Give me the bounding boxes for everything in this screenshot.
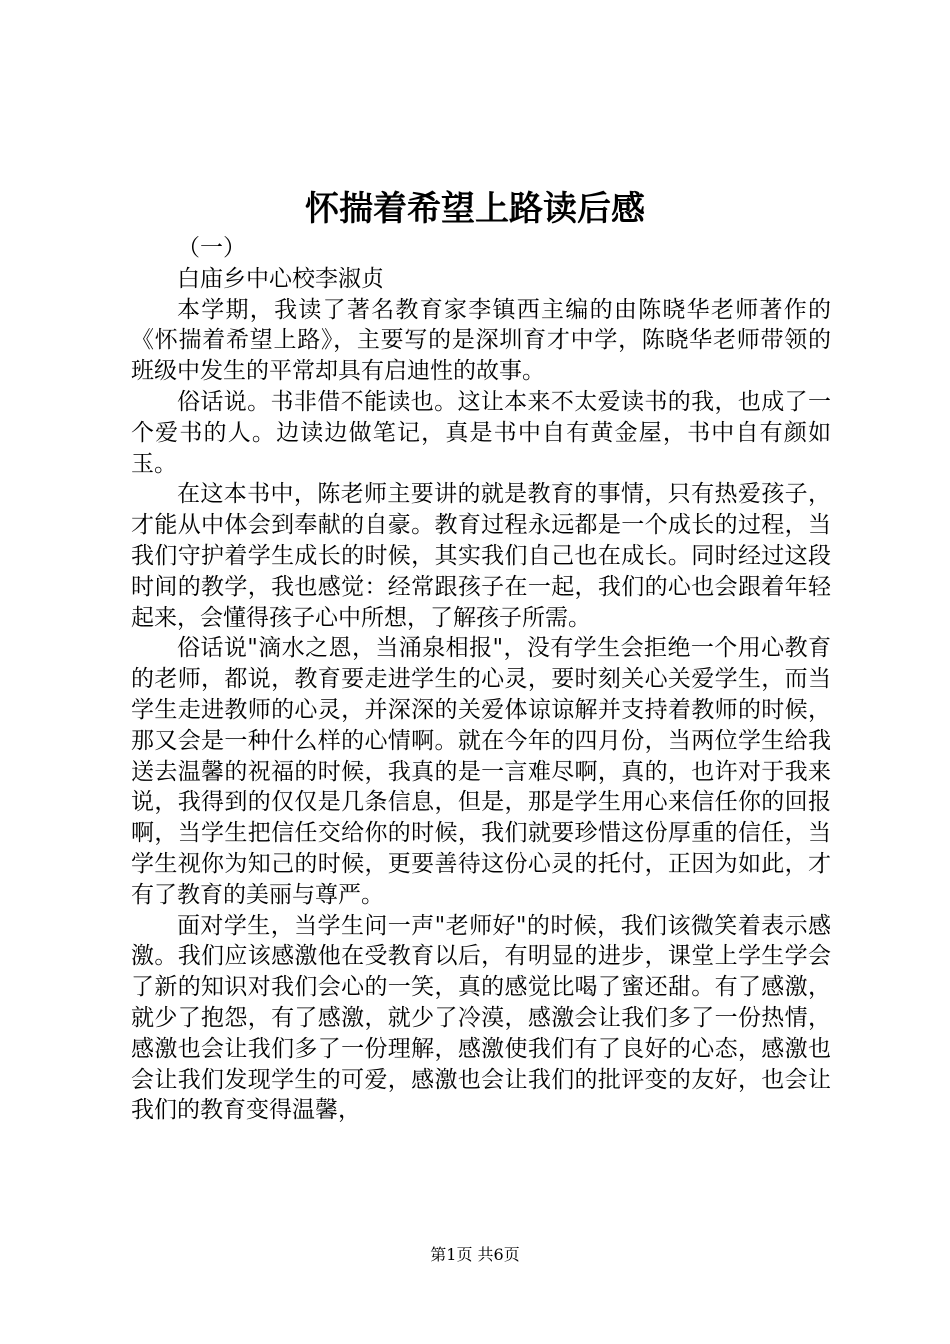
section-number: （一）	[177, 235, 246, 261]
body-paragraph: 面对学生，当学生问一声"老师好"的时候，我们该微笑着表示感激。我们应该感激他在受教育以后，有明显的进步，课堂上学生学会了新的知识对我们会心的一笑，真的感觉比喝了蜜还甜。有了感激，就少了抱怨，有了感激，就少了冷漠，感激会让我们多了一份热情，感激也会让我们多了一份理解，感激使我们有了良好的心态，感激也会让我们发现学生的可爱，感激也会让我们的批评变的友好，也会让我们的教育变得温馨，	[131, 912, 831, 1124]
body-paragraph: 俗话说。书非借不能读也。这让本来不太爱读书的我，也成了一个爱书的人。边读边做笔记，真是书中自有黄金屋，书中自有颜如玉。	[131, 388, 831, 477]
body-paragraph: 本学期，我读了著名教育家李镇西主编的由陈晓华老师著作的《怀揣着希望上路》，主要写的是深圳育才中学，陈晓华老师带领的班级中发生的平常却具有启迪性的故事。	[131, 296, 831, 385]
document-body	[131, 233, 831, 1126]
document-title: 怀揣着希望上路读后感	[305, 189, 645, 229]
body-paragraph: 俗话说"滴水之恩，当涌泉相报"，没有学生会拒绝一个用心教育的老师，都说，教育要走进学生的心灵，要时刻关心关爱学生，而当学生走进教师的心灵，并深深的关爱体谅谅解并支持着教师的时候，那又会是一种什么样的心情啊。就在今年的四月份，当两位学生给我送去温馨的祝福的时候，我真的是一言难尽啊，真的，也许对于我来说，我得到的仅仅是几条信息，但是，那是学生用心来信任你的回报啊，当学生把信任交给你的时候，我们就要珍惜这份厚重的信任，当学生视你为知己的时候，更要善待这份心灵的托付，正因为如此，才有了教育的美丽与尊严。	[131, 635, 831, 908]
page-footer: 第1页 共6页	[430, 1245, 520, 1264]
author-line: 白庙乡中心校李淑贞	[177, 265, 384, 292]
body-paragraph: 在这本书中，陈老师主要讲的就是教育的事情，只有热爱孩子，才能从中体会到奉献的自豪。教育过程永远都是一个成长的过程，当我们守护着学生成长的时候，其实我们自己也在成长。同时经过这段时间的教学，我也感觉：经常跟孩子在一起，我们的心也会跟着年轻起来，会懂得孩子心中所想，了解孩子所需。	[131, 481, 831, 631]
